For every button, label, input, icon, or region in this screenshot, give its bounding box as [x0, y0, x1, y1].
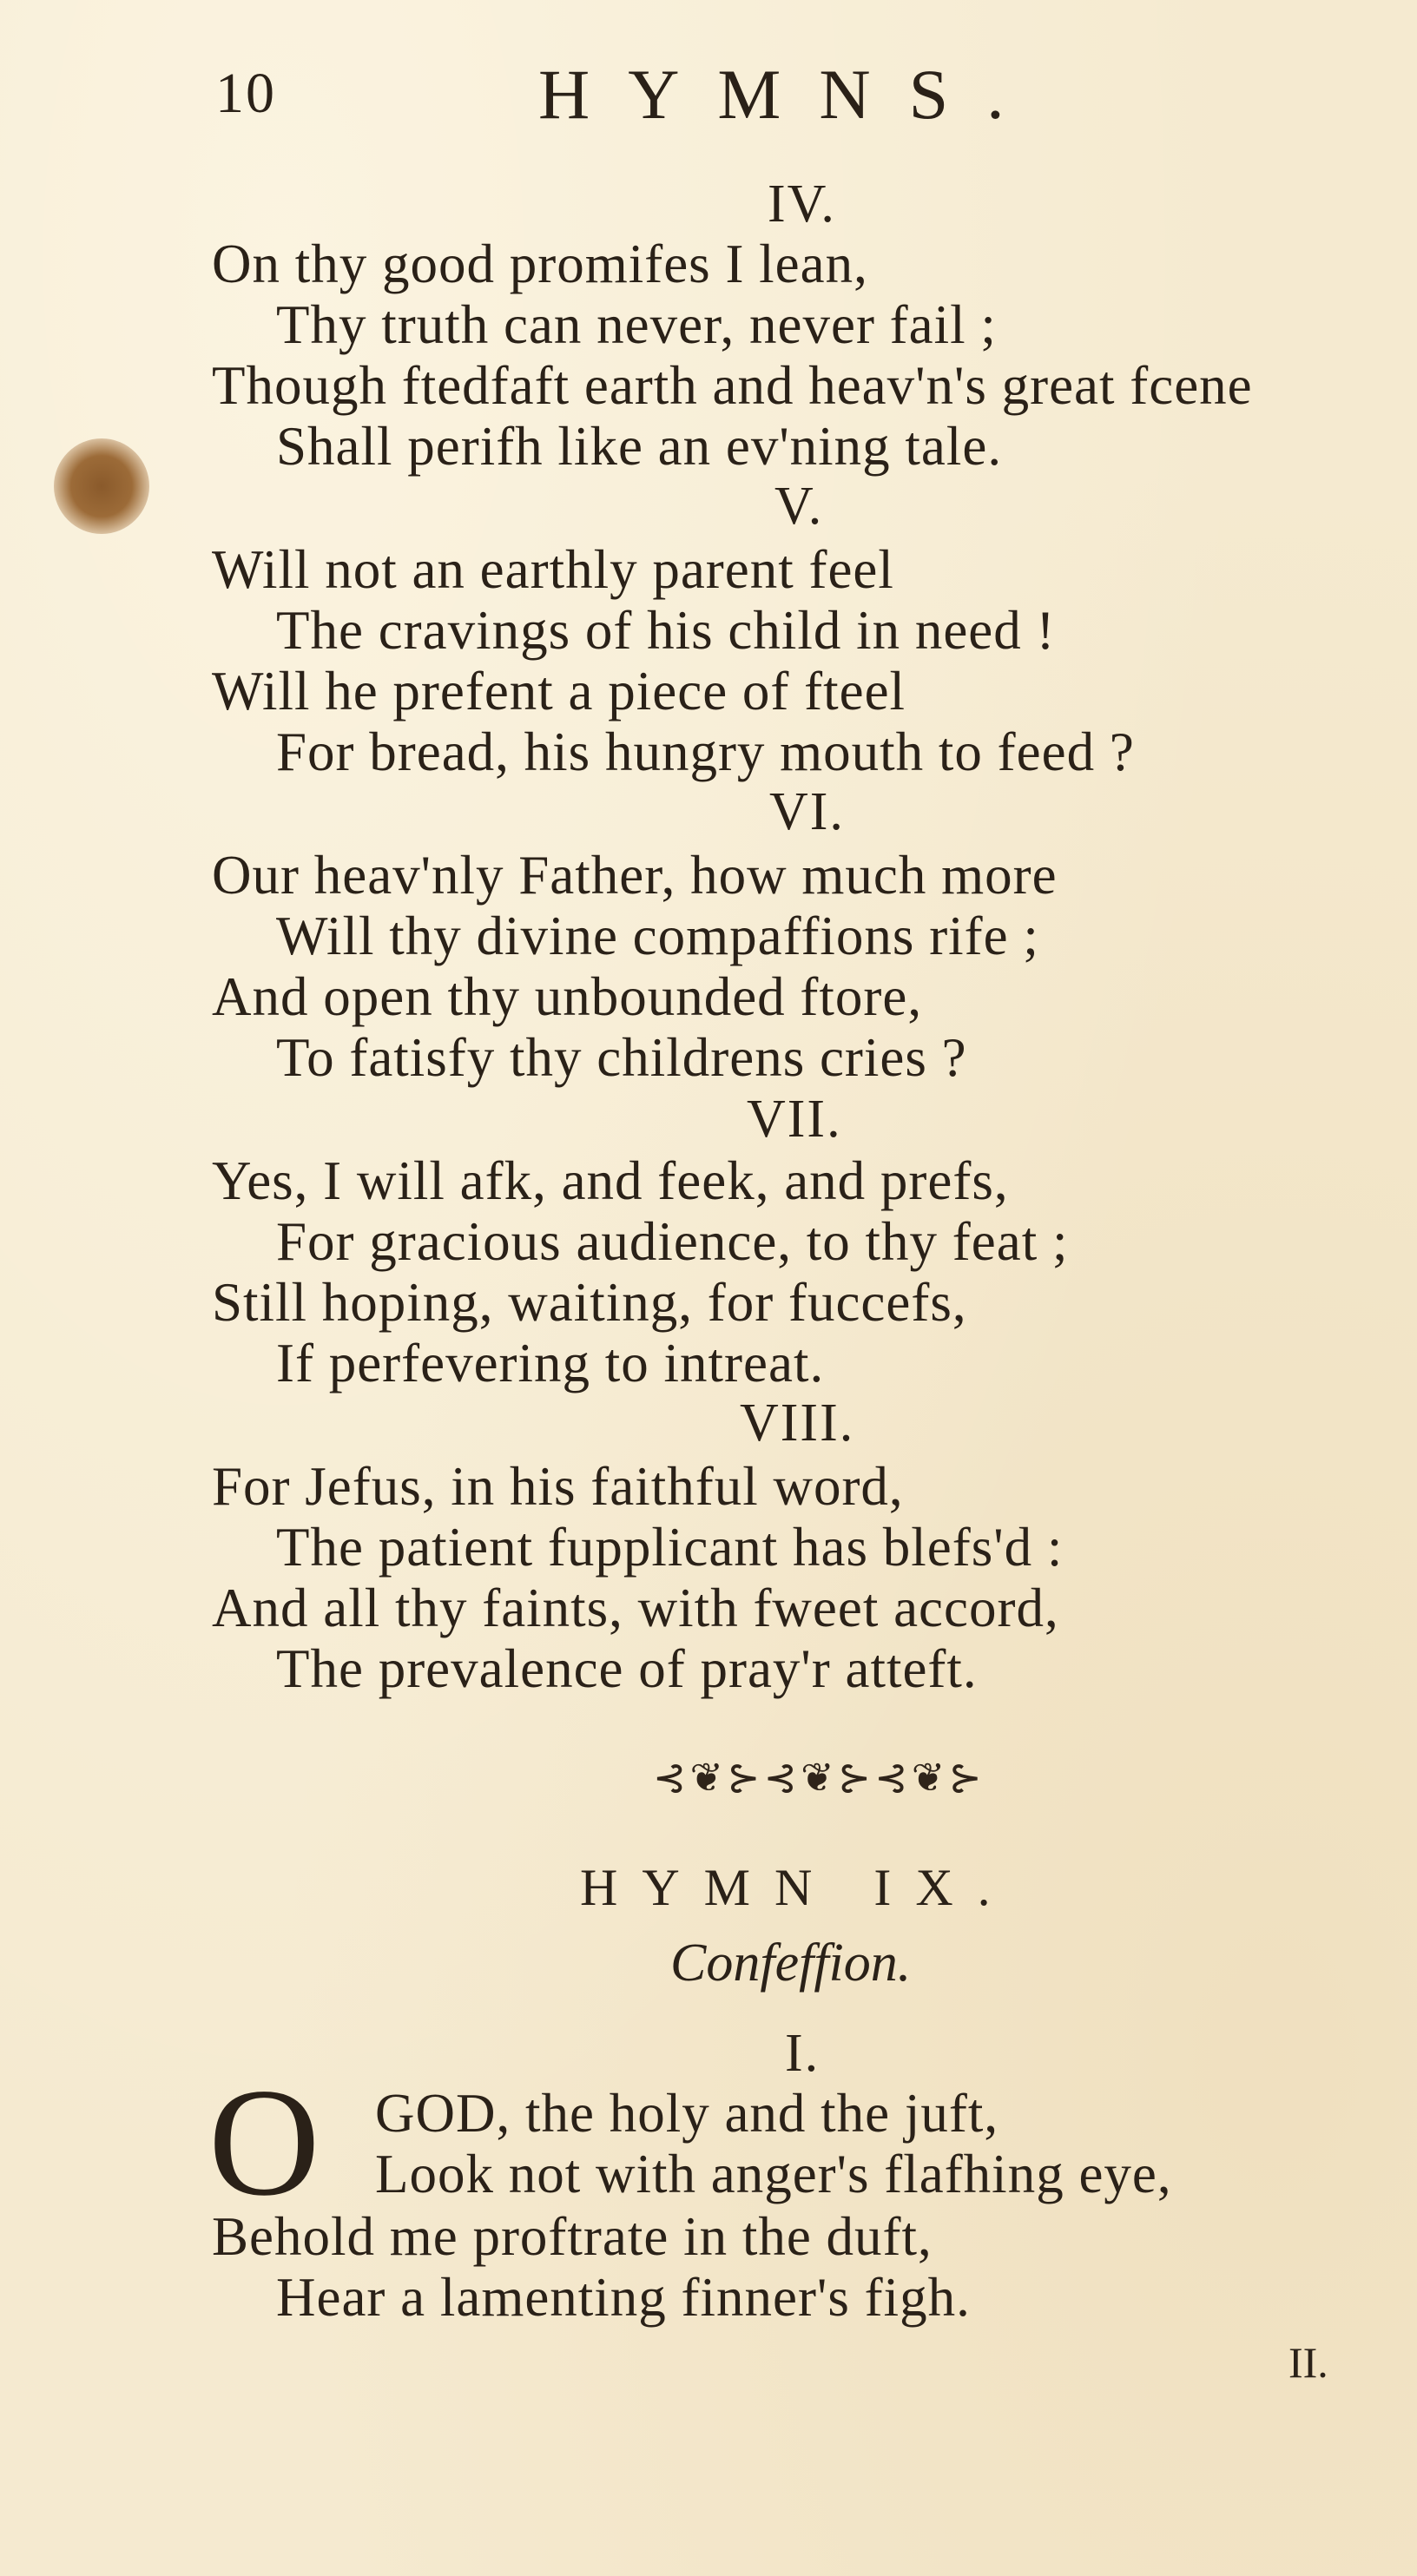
hymn-title: HYMN IX. [580, 1859, 1015, 1916]
verse-line: Still hoping, waiting, for fuccefs, [212, 1272, 967, 1333]
page-number: 10 [215, 62, 276, 125]
verse-line: On thy good promifes I lean, [212, 234, 868, 294]
stanza-numeral: VII. [747, 1090, 842, 1149]
verse-line: Behold me proftrate in the duft, [212, 2206, 933, 2267]
stanza-numeral: I. [785, 2024, 821, 2083]
drop-cap: O [208, 2056, 320, 2228]
verse-line: GOD, the holy and the juft, [375, 2083, 999, 2144]
verse-line: And open thy unbounded ftore, [212, 966, 923, 1027]
stanza-numeral: IV. [768, 175, 836, 234]
verse-line: Will not an earthly parent feel [212, 539, 894, 600]
verse-line: Our heav'nly Father, how much more [212, 845, 1058, 906]
verse-line: For Jefus, in his faithful word, [212, 1456, 904, 1517]
stanza-numeral: VIII. [740, 1393, 855, 1453]
verse-line: And all thy faints, with fweet accord, [212, 1578, 1059, 1638]
running-head: HYMNS. [538, 55, 1043, 134]
verse-line: Though ftedfaft earth and heav'n's great fcene [212, 355, 1253, 416]
verse-line: The cravings of his child in need ! [276, 600, 1056, 661]
ink-stain [54, 438, 149, 534]
stanza-numeral: VI. [769, 782, 845, 841]
ornament-divider: ⊰❦⊱⊰❦⊱⊰❦⊱ [653, 1756, 985, 1800]
verse-line: Yes, I will afk, and feek, and prefs, [212, 1150, 1009, 1211]
verse-line: Will thy divine compaffions rife ; [276, 906, 1039, 966]
verse-line: To fatisfy thy childrens cries ? [276, 1027, 967, 1088]
verse-line: Shall perifh like an ev'ning tale. [276, 416, 1003, 477]
stanza-numeral: V. [774, 477, 824, 536]
verse-line: The prevalence of pray'r atteft. [276, 1638, 978, 1699]
verse-line: Hear a lamenting finner's figh. [276, 2267, 971, 2328]
verse-line: If perfevering to intreat. [276, 1333, 825, 1393]
verse-line: Look not with anger's flafhing eye, [375, 2144, 1172, 2204]
verse-line: Will he prefent a piece of fteel [212, 661, 906, 721]
verse-line: For bread, his hungry mouth to feed ? [276, 721, 1135, 782]
catchword: II. [1288, 2338, 1328, 2387]
verse-line: For gracious audience, to thy feat ; [276, 1211, 1069, 1272]
verse-line: Thy truth can never, never fail ; [276, 294, 997, 355]
hymn-subject: Confeffion. [670, 1934, 912, 1993]
verse-line: The patient fupplicant has blefs'd : [276, 1517, 1064, 1578]
